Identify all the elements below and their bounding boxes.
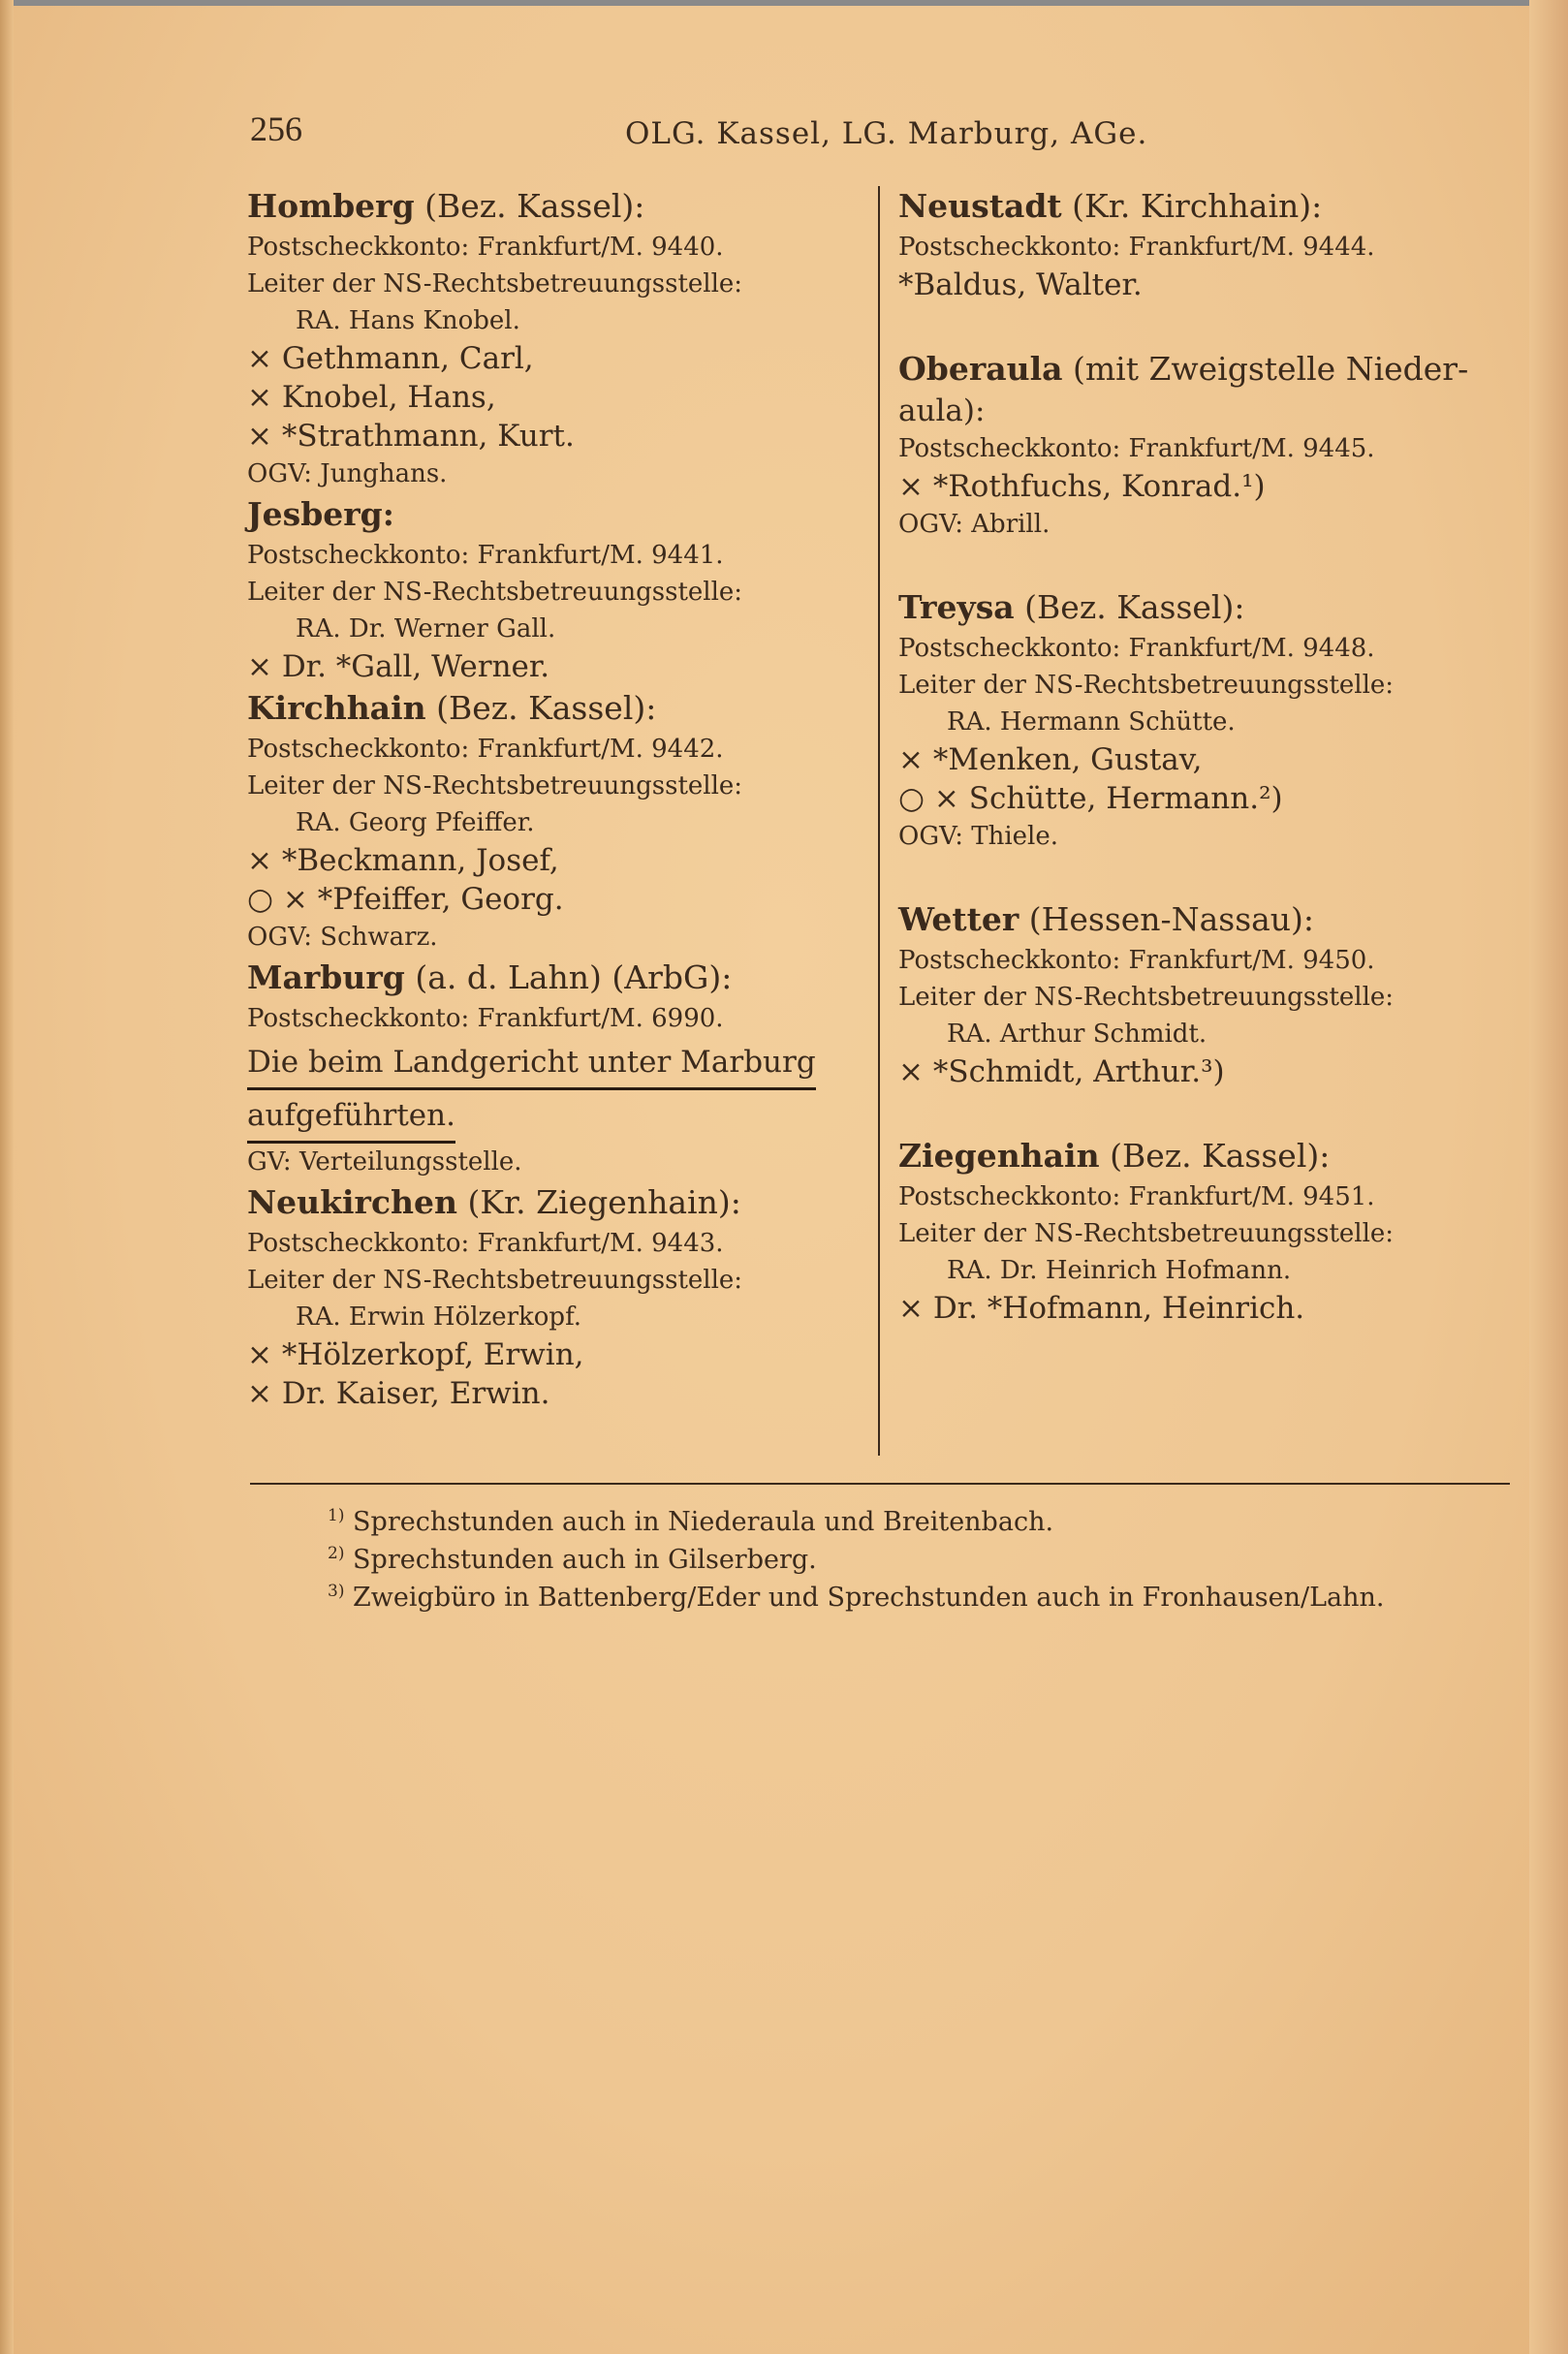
- footnotes: [328, 1500, 1384, 1614]
- entry-title: Treysa: [898, 588, 1015, 626]
- footnote: [328, 1576, 1384, 1614]
- info-line: Leiter der NS-Rechtsbetreuungsstelle:: [247, 1266, 743, 1295]
- entry-heading: [898, 184, 1519, 229]
- lawyer-entry: *Baldus, Walter.: [898, 267, 1143, 302]
- underlined-note-line: [247, 1037, 867, 1090]
- lawyer-entry: × Dr. *Hofmann, Heinrich.: [898, 1291, 1305, 1326]
- entry-title: Kirchhain: [247, 689, 426, 727]
- court-entry: [247, 686, 867, 956]
- info-line: Postscheckkonto: Frankfurt/M. 9450.: [898, 946, 1375, 975]
- lawyer-entry: × *Strathmann, Kurt.: [247, 419, 575, 454]
- underlined-note: Die beim Landgericht unter Marburg: [247, 1037, 816, 1090]
- entry-heading: [898, 585, 1519, 630]
- lawyer-entry: × Knobel, Hans,: [247, 380, 496, 415]
- office-head-name: RA. Dr. Werner Gall.: [296, 614, 556, 643]
- lawyer-entry: × Gethmann, Carl,: [247, 341, 534, 376]
- court-entry: [247, 184, 867, 492]
- footnote-text: Zweigbüro in Battenberg/Eder und Sprechstunden auch in Fronhausen/Lahn.: [353, 1583, 1385, 1613]
- column-divider: [878, 186, 880, 1456]
- footnote-rule: [250, 1483, 1510, 1485]
- info-line: OGV: Abrill.: [898, 510, 1051, 539]
- entry-qualifier: (mit Zweigstelle Nieder-: [1062, 350, 1469, 388]
- page-top-edge: [0, 0, 1568, 6]
- footnote: [328, 1538, 1384, 1576]
- info-line: Postscheckkonto: Frankfurt/M. 9448.: [898, 634, 1375, 663]
- footnote-text: Sprechstunden auch in Niederaula und Breitenbach.: [353, 1507, 1054, 1537]
- info-line: Postscheckkonto: Frankfurt/M. 9442.: [247, 735, 724, 764]
- court-entry: [898, 184, 1519, 304]
- info-line: Leiter der NS-Rechtsbetreuungsstelle:: [898, 983, 1395, 1012]
- info-line: Postscheckkonto: Frankfurt/M. 9443.: [247, 1229, 724, 1258]
- entry-title: Wetter: [898, 900, 1019, 938]
- entry-title: Marburg: [247, 958, 405, 996]
- entry-qualifier: (Bez. Kassel):: [414, 187, 645, 225]
- entry-qualifier: (Bez. Kassel):: [1099, 1137, 1331, 1175]
- office-head-name: RA. Hans Knobel.: [296, 306, 520, 335]
- entry-heading: [898, 347, 1519, 392]
- lawyer-entry: × *Rothfuchs, Konrad.¹): [898, 469, 1266, 504]
- court-entry: [247, 492, 867, 686]
- footnote-mark: 2): [328, 1544, 345, 1563]
- footnote-mark: 1): [328, 1506, 345, 1525]
- office-head-name: RA. Georg Pfeiffer.: [296, 808, 535, 837]
- info-line: Postscheckkonto: Frankfurt/M. 9441.: [247, 541, 724, 570]
- entry-qualifier: (Hessen-Nassau):: [1019, 900, 1315, 938]
- footnote: [328, 1500, 1384, 1538]
- info-line: OGV: Junghans.: [247, 459, 448, 488]
- info-line: Leiter der NS-Rechtsbetreuungsstelle:: [898, 1219, 1395, 1248]
- page-right-edge: [1529, 0, 1568, 2354]
- info-line: Leiter der NS-Rechtsbetreuungsstelle:: [247, 269, 743, 298]
- right-column: [898, 184, 1519, 1370]
- footnote-text: Sprechstunden auch in Gilserberg.: [353, 1545, 817, 1575]
- entry-title: Ziegenhain: [898, 1137, 1100, 1175]
- info-line: Postscheckkonto: Frankfurt/M. 9451.: [898, 1182, 1375, 1211]
- info-line: OGV: Thiele.: [898, 822, 1059, 851]
- entry-heading: [247, 184, 867, 229]
- court-entry: [898, 347, 1519, 543]
- info-line: OGV: Schwarz.: [247, 923, 438, 952]
- lawyer-entry: aula):: [898, 393, 986, 428]
- entry-heading: [898, 1134, 1519, 1178]
- info-line: Postscheckkonto: Frankfurt/M. 6990.: [247, 1004, 724, 1033]
- entry-title: Neukirchen: [247, 1183, 458, 1221]
- info-line: Postscheckkonto: Frankfurt/M. 9445.: [898, 434, 1375, 463]
- entry-heading: [247, 956, 867, 1000]
- lawyer-entry: ○ × *Pfeiffer, Georg.: [247, 882, 564, 917]
- office-head-name: RA. Erwin Hölzerkopf.: [296, 1303, 582, 1332]
- entry-heading: [898, 897, 1519, 942]
- entry-heading: [247, 492, 867, 537]
- court-entry: [898, 585, 1519, 855]
- info-line: Leiter der NS-Rechtsbetreuungsstelle:: [247, 578, 743, 607]
- info-line: Postscheckkonto: Frankfurt/M. 9444.: [898, 233, 1375, 262]
- court-entry: [898, 1134, 1519, 1328]
- lawyer-entry: × *Menken, Gustav,: [898, 742, 1203, 777]
- entry-qualifier: (Bez. Kassel):: [1014, 588, 1245, 626]
- running-title: OLG. Kassel, LG. Marburg, AGe.: [625, 116, 1148, 151]
- page-left-edge: [0, 0, 14, 2354]
- info-line: GV: Verteilungsstelle.: [247, 1147, 522, 1177]
- court-entry: [898, 897, 1519, 1091]
- entry-qualifier: (a. d. Lahn) (ArbG):: [404, 958, 733, 996]
- office-head-name: RA. Arthur Schmidt.: [947, 1020, 1207, 1049]
- entry-heading: [247, 1180, 867, 1225]
- lawyer-entry: × *Hölzerkopf, Erwin,: [247, 1337, 584, 1372]
- entry-title: Neustadt: [898, 187, 1062, 225]
- office-head-name: RA. Hermann Schütte.: [947, 707, 1236, 737]
- info-line: Leiter der NS-Rechtsbetreuungsstelle:: [898, 671, 1395, 700]
- office-head-name: RA. Dr. Heinrich Hofmann.: [947, 1256, 1292, 1285]
- court-entry: [247, 1180, 867, 1413]
- entry-heading: [247, 686, 867, 731]
- entry-title: Homberg: [247, 187, 415, 225]
- lawyer-entry: × *Beckmann, Josef,: [247, 843, 559, 878]
- left-column: [247, 184, 867, 1413]
- entry-qualifier: (Kr. Kirchhain):: [1061, 187, 1323, 225]
- lawyer-entry: × Dr. *Gall, Werner.: [247, 649, 550, 684]
- entry-title: Jesberg:: [247, 495, 394, 533]
- footnote-mark: 3): [328, 1582, 345, 1601]
- lawyer-entry: × Dr. Kaiser, Erwin.: [247, 1376, 550, 1411]
- lawyer-entry: ○ × Schütte, Hermann.²): [898, 781, 1283, 816]
- entry-qualifier: (Bez. Kassel):: [425, 689, 657, 727]
- court-entry: [247, 956, 867, 1180]
- underlined-note-line: [247, 1090, 867, 1144]
- entry-title: Oberaula: [898, 350, 1063, 388]
- info-line: Postscheckkonto: Frankfurt/M. 9440.: [247, 233, 724, 262]
- info-line: Leiter der NS-Rechtsbetreuungsstelle:: [247, 771, 743, 800]
- lawyer-entry: × *Schmidt, Arthur.³): [898, 1054, 1225, 1089]
- underlined-note: aufgeführten.: [247, 1090, 455, 1144]
- entry-qualifier: (Kr. Ziegenhain):: [457, 1183, 741, 1221]
- page-number: 256: [250, 110, 302, 148]
